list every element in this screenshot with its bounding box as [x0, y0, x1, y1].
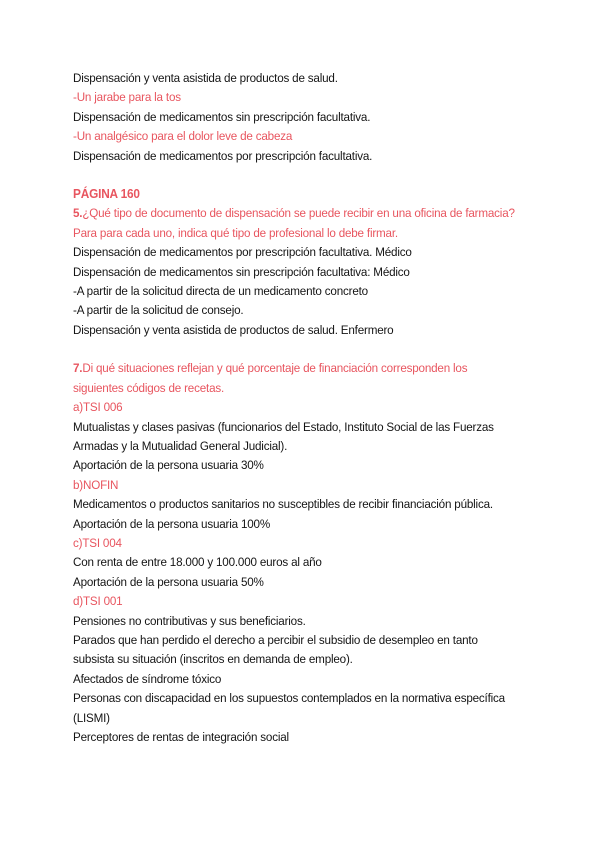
q7-question-line-1: [73, 359, 515, 378]
q5-answer-5: Dispensación y venta asistida de productos de salud. Enfermero: [73, 322, 394, 337]
q7-d-line-4: Afectados de síndrome tóxico: [73, 671, 222, 686]
q7-b-line-1: Medicamentos o productos sanitarios no susceptibles de recibir financiación pública.: [73, 497, 493, 512]
q7-d-line-1: Pensiones no contributivas y sus beneficiarios.: [73, 613, 306, 628]
q7-a-label: a)TSI 006: [73, 400, 123, 415]
q7-a-line-1: Mutualistas y clases pasivas (funcionarios del Estado, Instituto Social de las Fuerzas: [73, 419, 494, 434]
q7-a-line-2: Armadas y la Mutualidad General Judicial).: [73, 438, 288, 453]
q7-question-line-2: siguientes códigos de recetas.: [73, 380, 225, 395]
spacer: [73, 340, 543, 359]
q7-d-line-5: Personas con discapacidad en los supuestos contemplados en la normativa específica: [73, 691, 505, 706]
intro-line-4: -Un analgésico para el dolor leve de cabeza: [73, 129, 293, 144]
q5-question-line-2: Para para cada uno, indica qué tipo de profesional lo debe firmar.: [73, 225, 398, 240]
q5-number: 5.: [73, 206, 83, 221]
q7-c-line-2: Aportación de la persona usuaria 50%: [73, 574, 264, 589]
page-heading: PÁGINA 160: [73, 187, 140, 202]
q7-b-line-2: Aportación de la persona usuaria 100%: [73, 516, 271, 531]
intro-line-2: -Un jarabe para la tos: [73, 90, 181, 105]
q7-d-line-7: Perceptores de rentas de integración social: [73, 730, 289, 744]
q7-d-label: d)TSI 001: [73, 594, 123, 609]
q5-question-text-1: ¿Qué tipo de documento de dispensación se puede recibir en una oficina de farmacia?: [82, 206, 515, 221]
intro-line-5: Dispensación de medicamentos por prescripción facultativa.: [73, 148, 373, 163]
q7-number: 7.: [73, 361, 83, 376]
q5-answer-2: Dispensación de medicamentos sin prescripción facultativa: Médico: [73, 264, 410, 279]
q7-d-line-6: (LISMI): [73, 710, 110, 725]
intro-line-1: Dispensación y venta asistida de productos de salud.: [73, 71, 338, 85]
q7-d-line-3: subsista su situación (inscritos en demanda de empleo).: [73, 652, 353, 667]
q7-c-label: c)TSI 004: [73, 535, 122, 550]
intro-line-3: Dispensación de medicamentos sin prescripción facultativa.: [73, 109, 371, 124]
q7-b-label: b)NOFIN: [73, 477, 119, 492]
spacer: [73, 166, 543, 185]
q5-answer-3: -A partir de la solicitud directa de un medicamento concreto: [73, 284, 368, 299]
q7-c-line-1: Con renta de entre 18.000 y 100.000 euros al año: [73, 555, 322, 570]
q7-question-text-1: Di qué situaciones reflejan y qué porcentaje de financiación corresponden los: [82, 361, 468, 376]
q5-answer-1: Dispensación de medicamentos por prescripción facultativa. Médico: [73, 245, 412, 260]
q7-a-line-3: Aportación de la persona usuaria 30%: [73, 458, 264, 473]
document-page: [73, 69, 543, 747]
q5-answer-4: -A partir de la solicitud de consejo.: [73, 303, 244, 318]
q5-question-line-1: [73, 204, 515, 223]
q7-d-line-2: Parados que han perdido el derecho a percibir el subsidio de desempleo en tanto: [73, 632, 478, 647]
